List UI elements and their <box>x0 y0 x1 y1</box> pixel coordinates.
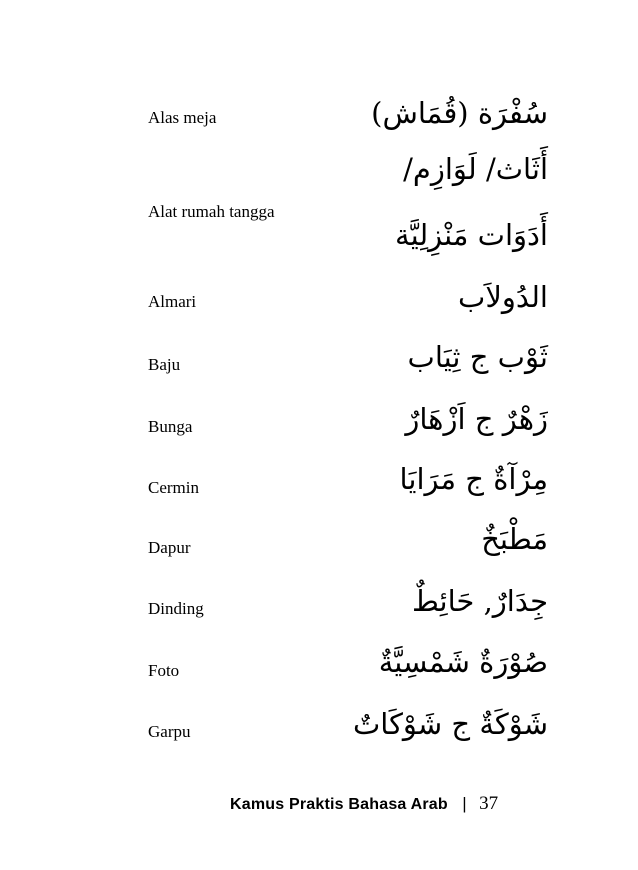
page-footer <box>230 793 498 815</box>
indonesian-word: Cermin <box>148 478 199 497</box>
arabic-word: زَهْرٌ ج اَزْهَارٌ <box>405 402 548 436</box>
arabic-word: مِرْآةٌ ج مَرَايَا <box>399 462 548 496</box>
indonesian-word: Alat rumah tangga <box>148 202 275 221</box>
arabic-word: صُوْرَةٌ شَمْسِيَّةٌ <box>378 645 548 679</box>
arabic-word: شَوْكَةٌ ج شَوْكَاتٌ <box>352 707 548 741</box>
indonesian-word: Dapur <box>148 538 191 557</box>
arabic-word: مَطْبَخٌ <box>481 522 548 556</box>
arabic-word-line-1: أَثَاث/ لَوَازِم/ <box>403 152 548 186</box>
arabic-word: ثَوْب ج ثِيَاب <box>407 340 548 374</box>
indonesian-word: Alas meja <box>148 108 217 127</box>
indonesian-word: Baju <box>148 355 181 374</box>
book-title: Kamus Praktis Bahasa Arab <box>230 796 448 813</box>
footer-separator: | <box>462 794 467 813</box>
indonesian-word: Dinding <box>148 599 204 618</box>
arabic-word: جِدَارٌ, حَائِطٌ <box>411 584 548 618</box>
page-number: 37 <box>479 793 499 814</box>
arabic-word: سُفْرَة (قُمَاش) <box>371 96 548 130</box>
arabic-word-line-2: أَدَوَات مَنْزِلِيَّة <box>395 218 548 252</box>
indonesian-word: Almari <box>148 292 197 311</box>
arabic-word: الدُولاَب <box>458 280 548 314</box>
indonesian-word: Foto <box>148 661 180 680</box>
indonesian-word: Garpu <box>148 722 191 741</box>
indonesian-word: Bunga <box>148 417 193 436</box>
